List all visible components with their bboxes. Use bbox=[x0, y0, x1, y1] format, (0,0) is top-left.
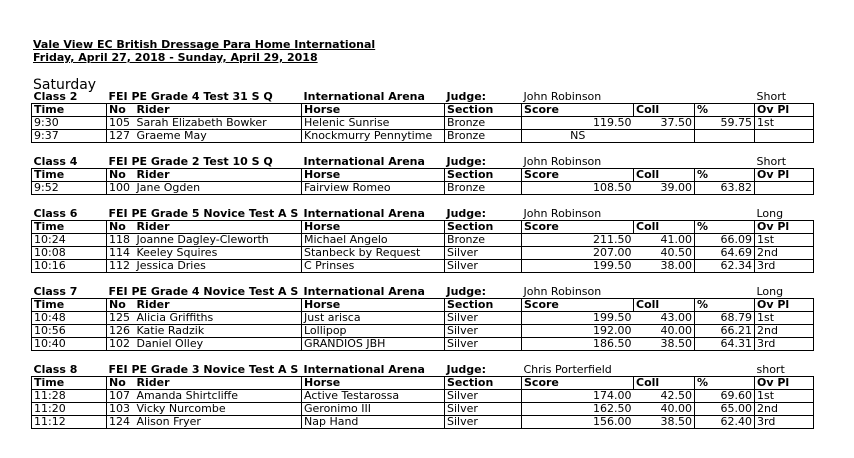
cell-overall-place: 1st bbox=[755, 117, 814, 130]
cell-no: 114 bbox=[107, 247, 135, 260]
cell-coll: 41.00 bbox=[634, 234, 695, 247]
header-rider: Rider bbox=[135, 299, 302, 312]
header-time: Time bbox=[32, 299, 107, 312]
column-header-row bbox=[32, 221, 814, 234]
column-header-row bbox=[32, 299, 814, 312]
cell-overall-place: 1st bbox=[755, 390, 814, 403]
test-name: FEI PE Grade 3 Novice Test A S bbox=[108, 364, 299, 376]
cell-rider: Alicia Griffiths bbox=[135, 312, 302, 325]
cell-section: Silver bbox=[445, 325, 522, 338]
header-section: Section bbox=[445, 377, 522, 390]
cell-no: 103 bbox=[107, 403, 135, 416]
cell-section: Silver bbox=[445, 403, 522, 416]
header-horse: Horse bbox=[302, 377, 445, 390]
cell-no: 102 bbox=[107, 338, 135, 351]
cell-section: Bronze bbox=[445, 234, 522, 247]
cell-score: 186.50 bbox=[522, 338, 634, 351]
table-row bbox=[32, 403, 814, 416]
class-label: Class 8 bbox=[33, 364, 78, 376]
cell-horse: Helenic Sunrise bbox=[302, 117, 445, 130]
cell-score: 119.50 bbox=[522, 117, 634, 130]
judge-name: John Robinson bbox=[523, 208, 602, 220]
cell-time: 10:48 bbox=[32, 312, 107, 325]
judge-label: Judge: bbox=[446, 208, 487, 220]
class-results-table bbox=[31, 364, 814, 429]
arena-name: International Arena bbox=[303, 156, 425, 168]
table-row bbox=[32, 182, 814, 195]
header-time: Time bbox=[32, 169, 107, 182]
header-percent: % bbox=[695, 104, 755, 117]
cell-section: Silver bbox=[445, 416, 522, 429]
class-results-table bbox=[31, 156, 814, 195]
header-overall-place: Ov Pl bbox=[755, 221, 814, 234]
test-format: Short bbox=[756, 91, 787, 103]
table-row bbox=[32, 247, 814, 260]
cell-time: 10:40 bbox=[32, 338, 107, 351]
table-row bbox=[32, 117, 814, 130]
header-coll: Coll bbox=[634, 104, 695, 117]
cell-time: 10:16 bbox=[32, 260, 107, 273]
cell-no: 105 bbox=[107, 117, 135, 130]
cell-section: Silver bbox=[445, 312, 522, 325]
cell-rider: Keeley Squires bbox=[135, 247, 302, 260]
cell-time: 11:12 bbox=[32, 416, 107, 429]
cell-rider: Alison Fryer bbox=[135, 416, 302, 429]
header-coll: Coll bbox=[634, 299, 695, 312]
header-rider: Rider bbox=[135, 169, 302, 182]
cell-horse: Michael Angelo bbox=[302, 234, 445, 247]
cell-percent: 66.09 bbox=[695, 234, 755, 247]
blank-cell bbox=[695, 286, 755, 299]
header-coll: Coll bbox=[634, 169, 695, 182]
cell-time: 10:08 bbox=[32, 247, 107, 260]
cell-time: 11:20 bbox=[32, 403, 107, 416]
cell-no: 127 bbox=[107, 130, 135, 143]
cell-coll: 39.00 bbox=[634, 182, 695, 195]
header-overall-place: Ov Pl bbox=[755, 169, 814, 182]
cell-time: 9:52 bbox=[32, 182, 107, 195]
column-header-row bbox=[32, 377, 814, 390]
cell-score: 199.50 bbox=[522, 260, 634, 273]
cell-overall-place: 2nd bbox=[755, 325, 814, 338]
header-coll: Coll bbox=[634, 377, 695, 390]
cell-rider: Graeme May bbox=[135, 130, 302, 143]
cell-coll: 40.00 bbox=[634, 403, 695, 416]
table-row bbox=[32, 338, 814, 351]
cell-overall-place bbox=[755, 130, 814, 143]
header-overall-place: Ov Pl bbox=[755, 299, 814, 312]
header-percent: % bbox=[695, 221, 755, 234]
class-results-table bbox=[31, 286, 814, 351]
cell-section: Bronze bbox=[445, 130, 522, 143]
class-info-row bbox=[32, 364, 814, 377]
table-row bbox=[32, 312, 814, 325]
judge-name: John Robinson bbox=[523, 286, 602, 298]
cell-percent: 64.69 bbox=[695, 247, 755, 260]
header-score: Score bbox=[522, 221, 634, 234]
cell-no: 124 bbox=[107, 416, 135, 429]
cell-section: Silver bbox=[445, 338, 522, 351]
header-section: Section bbox=[445, 169, 522, 182]
judge-name: John Robinson bbox=[523, 156, 602, 168]
blank-cell bbox=[695, 91, 755, 104]
cell-horse: Lollipop bbox=[302, 325, 445, 338]
cell-section: Bronze bbox=[445, 117, 522, 130]
test-format: Long bbox=[756, 208, 784, 220]
cell-horse: Just arisca bbox=[302, 312, 445, 325]
cell-time: 9:30 bbox=[32, 117, 107, 130]
table-row bbox=[32, 390, 814, 403]
class-block bbox=[31, 286, 813, 351]
cell-percent: 68.79 bbox=[695, 312, 755, 325]
header-rider: Rider bbox=[135, 221, 302, 234]
cell-percent bbox=[695, 130, 755, 143]
header-percent: % bbox=[695, 299, 755, 312]
class-info-row bbox=[32, 156, 814, 169]
cell-rider: Katie Radzik bbox=[135, 325, 302, 338]
cell-no: 100 bbox=[107, 182, 135, 195]
header-no: No bbox=[107, 377, 135, 390]
cell-coll: 43.00 bbox=[634, 312, 695, 325]
cell-percent: 64.31 bbox=[695, 338, 755, 351]
cell-score: 174.00 bbox=[522, 390, 634, 403]
header-time: Time bbox=[32, 377, 107, 390]
header-no: No bbox=[107, 169, 135, 182]
cell-percent: 66.21 bbox=[695, 325, 755, 338]
cell-horse: Geronimo III bbox=[302, 403, 445, 416]
header-score: Score bbox=[522, 169, 634, 182]
cell-coll: 42.50 bbox=[634, 390, 695, 403]
column-header-row bbox=[32, 104, 814, 117]
cell-score: 162.50 bbox=[522, 403, 634, 416]
test-format: short bbox=[756, 364, 785, 376]
cell-percent: 65.00 bbox=[695, 403, 755, 416]
header-horse: Horse bbox=[302, 169, 445, 182]
cell-rider: Vicky Nurcombe bbox=[135, 403, 302, 416]
cell-time: 9:37 bbox=[32, 130, 107, 143]
blank-cell bbox=[695, 364, 755, 377]
cell-horse: Stanbeck by Request bbox=[302, 247, 445, 260]
cell-section: Bronze bbox=[445, 182, 522, 195]
header-overall-place: Ov Pl bbox=[755, 377, 814, 390]
header-score: Score bbox=[522, 104, 634, 117]
class-label: Class 2 bbox=[33, 91, 78, 103]
table-row bbox=[32, 234, 814, 247]
table-row bbox=[32, 260, 814, 273]
blank-cell bbox=[634, 286, 695, 299]
cell-time: 10:56 bbox=[32, 325, 107, 338]
cell-no: 125 bbox=[107, 312, 135, 325]
cell-coll: 38.50 bbox=[634, 338, 695, 351]
blank-cell bbox=[634, 156, 695, 169]
judge-name: John Robinson bbox=[523, 91, 602, 103]
table-row bbox=[32, 130, 814, 143]
header-time: Time bbox=[32, 221, 107, 234]
cell-overall-place: 2nd bbox=[755, 403, 814, 416]
test-name: FEI PE Grade 2 Test 10 S Q bbox=[108, 156, 273, 168]
test-format: Long bbox=[756, 286, 784, 298]
table-row bbox=[32, 416, 814, 429]
header-no: No bbox=[107, 221, 135, 234]
blank-cell bbox=[695, 208, 755, 221]
cell-section: Silver bbox=[445, 390, 522, 403]
cell-overall-place bbox=[755, 182, 814, 195]
cell-overall-place: 1st bbox=[755, 312, 814, 325]
cell-overall-place: 3rd bbox=[755, 338, 814, 351]
blank-cell bbox=[634, 208, 695, 221]
cell-score: 207.00 bbox=[522, 247, 634, 260]
cell-percent: 62.40 bbox=[695, 416, 755, 429]
blank-cell bbox=[634, 91, 695, 104]
cell-rider: Jessica Dries bbox=[135, 260, 302, 273]
cell-overall-place: 3rd bbox=[755, 260, 814, 273]
cell-horse: C Prinses bbox=[302, 260, 445, 273]
cell-coll: 37.50 bbox=[634, 117, 695, 130]
header-section: Section bbox=[445, 299, 522, 312]
class-info-row bbox=[32, 286, 814, 299]
test-name: FEI PE Grade 4 Test 31 S Q bbox=[108, 91, 273, 103]
cell-horse: GRANDIOS JBH bbox=[302, 338, 445, 351]
cell-score: 199.50 bbox=[522, 312, 634, 325]
class-label: Class 6 bbox=[33, 208, 78, 220]
class-block bbox=[31, 364, 813, 429]
document-date-range: Friday, April 27, 2018 - Sunday, April 29, 2018 bbox=[33, 51, 318, 64]
class-block bbox=[31, 208, 813, 273]
header-coll: Coll bbox=[634, 221, 695, 234]
header-horse: Horse bbox=[302, 299, 445, 312]
header-percent: % bbox=[695, 169, 755, 182]
judge-label: Judge: bbox=[446, 364, 487, 376]
header-rider: Rider bbox=[135, 104, 302, 117]
test-name: FEI PE Grade 5 Novice Test A S bbox=[108, 208, 299, 220]
header-score: Score bbox=[522, 377, 634, 390]
class-info-row bbox=[32, 91, 814, 104]
header-section: Section bbox=[445, 104, 522, 117]
cell-no: 107 bbox=[107, 390, 135, 403]
header-section: Section bbox=[445, 221, 522, 234]
cell-coll: 40.00 bbox=[634, 325, 695, 338]
cell-horse: Nap Hand bbox=[302, 416, 445, 429]
test-name: FEI PE Grade 4 Novice Test A S bbox=[108, 286, 299, 298]
table-row bbox=[32, 325, 814, 338]
cell-coll bbox=[634, 130, 695, 143]
cell-overall-place: 1st bbox=[755, 234, 814, 247]
blank-cell bbox=[634, 364, 695, 377]
arena-name: International Arena bbox=[303, 208, 425, 220]
cell-percent: 59.75 bbox=[695, 117, 755, 130]
cell-time: 10:24 bbox=[32, 234, 107, 247]
cell-coll: 38.00 bbox=[634, 260, 695, 273]
cell-horse: Fairview Romeo bbox=[302, 182, 445, 195]
cell-overall-place: 2nd bbox=[755, 247, 814, 260]
cell-no: 126 bbox=[107, 325, 135, 338]
cell-rider: Joanne Dagley-Cleworth bbox=[135, 234, 302, 247]
cell-rider: Amanda Shirtcliffe bbox=[135, 390, 302, 403]
header-score: Score bbox=[522, 299, 634, 312]
cell-rider: Sarah Elizabeth Bowker bbox=[135, 117, 302, 130]
arena-name: International Arena bbox=[303, 286, 425, 298]
class-block bbox=[31, 156, 813, 195]
cell-rider: Daniel Olley bbox=[135, 338, 302, 351]
arena-name: International Arena bbox=[303, 364, 425, 376]
arena-name: International Arena bbox=[303, 91, 425, 103]
day-heading: Saturday bbox=[33, 77, 97, 93]
cell-horse: Active Testarossa bbox=[302, 390, 445, 403]
class-results-table bbox=[31, 91, 814, 143]
header-overall-place: Ov Pl bbox=[755, 104, 814, 117]
cell-score: 192.00 bbox=[522, 325, 634, 338]
class-results-table bbox=[31, 208, 814, 273]
cell-overall-place: 3rd bbox=[755, 416, 814, 429]
cell-percent: 63.82 bbox=[695, 182, 755, 195]
cell-coll: 40.50 bbox=[634, 247, 695, 260]
header-time: Time bbox=[32, 104, 107, 117]
judge-label: Judge: bbox=[446, 156, 487, 168]
header-rider: Rider bbox=[135, 377, 302, 390]
cell-percent: 69.60 bbox=[695, 390, 755, 403]
cell-section: Silver bbox=[445, 260, 522, 273]
cell-no: 118 bbox=[107, 234, 135, 247]
cell-percent: 62.34 bbox=[695, 260, 755, 273]
header-no: No bbox=[107, 299, 135, 312]
test-format: Short bbox=[756, 156, 787, 168]
cell-section: Silver bbox=[445, 247, 522, 260]
cell-horse: Knockmurry Pennytime bbox=[302, 130, 445, 143]
class-label: Class 4 bbox=[33, 156, 78, 168]
header-horse: Horse bbox=[302, 104, 445, 117]
class-info-row bbox=[32, 208, 814, 221]
header-percent: % bbox=[695, 377, 755, 390]
cell-score: 156.00 bbox=[522, 416, 634, 429]
cell-score: 211.50 bbox=[522, 234, 634, 247]
class-block bbox=[31, 91, 813, 143]
judge-label: Judge: bbox=[446, 91, 487, 103]
cell-rider: Jane Ogden bbox=[135, 182, 302, 195]
cell-score: NS bbox=[522, 130, 634, 143]
document-title: Vale View EC British Dressage Para Home International bbox=[33, 38, 376, 51]
header-no: No bbox=[107, 104, 135, 117]
column-header-row bbox=[32, 169, 814, 182]
cell-score: 108.50 bbox=[522, 182, 634, 195]
cell-no: 112 bbox=[107, 260, 135, 273]
header-horse: Horse bbox=[302, 221, 445, 234]
cell-coll: 38.50 bbox=[634, 416, 695, 429]
judge-name: Chris Porterfield bbox=[523, 364, 612, 376]
blank-cell bbox=[695, 156, 755, 169]
class-label: Class 7 bbox=[33, 286, 78, 298]
cell-time: 11:28 bbox=[32, 390, 107, 403]
judge-label: Judge: bbox=[446, 286, 487, 298]
